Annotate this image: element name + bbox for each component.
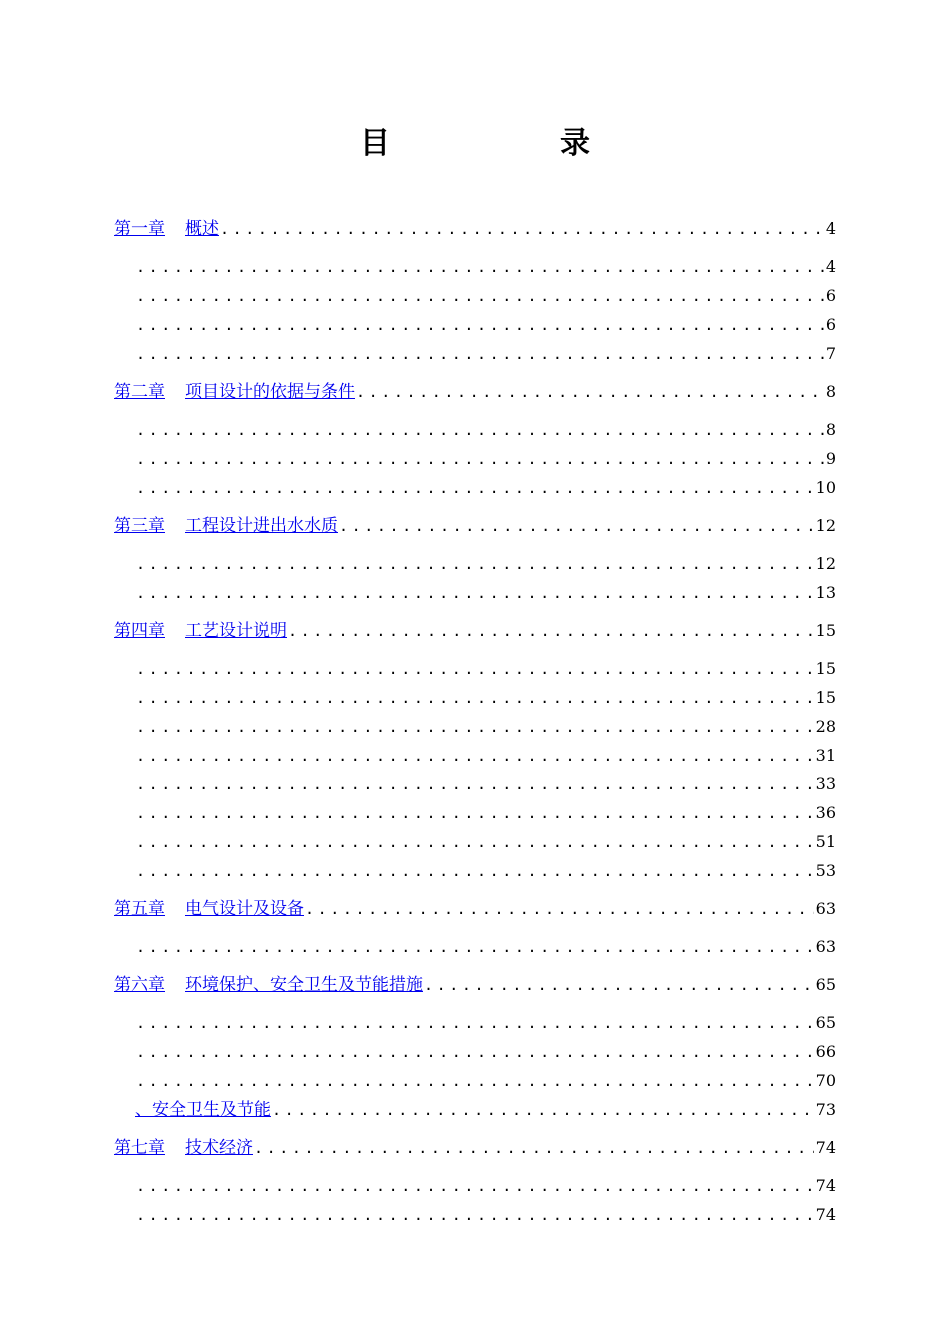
dot-leader (135, 802, 814, 824)
page-number: 8 (825, 420, 836, 439)
toc-section-entry[interactable] (135, 831, 836, 853)
toc-entry-text: 电气设计及设备 (185, 899, 304, 919)
dot-leader (135, 448, 824, 470)
toc-link[interactable] (114, 218, 219, 240)
toc-chapter-entry[interactable] (114, 898, 836, 920)
dot-leader (135, 831, 814, 853)
page-number: 8 (825, 382, 836, 401)
page-number: 4 (825, 257, 836, 276)
toc-chapter-entry[interactable] (114, 1137, 836, 1159)
toc-section-entry[interactable] (135, 256, 836, 278)
page-number: 51 (815, 832, 836, 851)
chapter-number: 第四章 (114, 621, 165, 641)
page-number: 6 (825, 315, 836, 334)
chapter-number: 第二章 (114, 382, 165, 402)
dot-leader (135, 285, 824, 307)
toc-section-entry[interactable] (135, 1041, 836, 1063)
page-number: 65 (815, 1013, 836, 1032)
page-number: 33 (815, 774, 836, 793)
toc-section-entry[interactable] (135, 1070, 836, 1092)
toc-link[interactable] (135, 1099, 271, 1121)
page-number: 7 (825, 344, 836, 363)
toc-chapter-entry[interactable] (114, 974, 836, 996)
dot-leader (135, 860, 814, 882)
page-title: 目 录 (360, 126, 660, 161)
dot-leader (271, 1099, 814, 1121)
toc-link[interactable] (114, 1137, 253, 1159)
page-number: 70 (815, 1071, 836, 1090)
toc-link[interactable] (114, 381, 355, 403)
toc-section-entry[interactable] (135, 1204, 836, 1226)
dot-leader (219, 218, 824, 240)
toc-chapter-entry[interactable] (114, 515, 836, 537)
dot-leader (135, 1012, 814, 1034)
toc-section-entry[interactable] (135, 802, 836, 824)
chapter-number: 第三章 (114, 516, 165, 536)
dot-leader (355, 381, 824, 403)
dot-leader (287, 620, 814, 642)
toc-chapter-entry[interactable] (114, 218, 836, 240)
page-number: 28 (815, 717, 836, 736)
page-number: 6 (825, 286, 836, 305)
chapter-number: 第五章 (114, 899, 165, 919)
toc-link[interactable] (114, 974, 423, 996)
page-number: 65 (815, 975, 836, 994)
toc-section-entry[interactable] (135, 582, 836, 604)
page-number: 63 (815, 899, 836, 918)
chapter-number: 第七章 (114, 1138, 165, 1158)
toc-entry-text: 工艺设计说明 (185, 621, 287, 641)
page-number: 73 (815, 1100, 836, 1119)
page-number: 9 (825, 449, 836, 468)
toc-section-entry[interactable] (135, 314, 836, 336)
dot-leader (135, 256, 824, 278)
dot-leader (135, 936, 814, 958)
dot-leader (135, 773, 814, 795)
page-number: 53 (815, 861, 836, 880)
dot-leader (135, 553, 814, 575)
page-number: 31 (815, 746, 836, 765)
page-number: 66 (815, 1042, 836, 1061)
dot-leader (135, 477, 814, 499)
chapter-number: 第六章 (114, 975, 165, 995)
toc-section-entry[interactable] (135, 477, 836, 499)
dot-leader (135, 687, 814, 709)
dot-leader (135, 1070, 814, 1092)
toc-section-entry[interactable] (135, 448, 836, 470)
toc-section-entry[interactable] (135, 773, 836, 795)
page-number: 12 (815, 554, 836, 573)
page-number: 74 (815, 1138, 836, 1157)
toc-link[interactable] (114, 515, 338, 537)
toc-entry-text: 技术经济 (185, 1138, 253, 1158)
page-number: 13 (815, 583, 836, 602)
toc-link[interactable] (114, 620, 287, 642)
toc-section-entry[interactable] (135, 716, 836, 738)
dot-leader (135, 658, 814, 680)
toc-entry-text: 工程设计进出水水质 (185, 516, 338, 536)
page-number: 12 (815, 516, 836, 535)
toc-section-entry[interactable] (135, 285, 836, 307)
dot-leader (338, 515, 814, 537)
toc-section-entry[interactable] (135, 687, 836, 709)
page-number: 74 (815, 1205, 836, 1224)
dot-leader (135, 419, 824, 441)
toc-entry-text: 项目设计的依据与条件 (185, 382, 355, 402)
dot-leader (253, 1137, 814, 1159)
dot-leader (135, 582, 814, 604)
page-number: 63 (815, 937, 836, 956)
dot-leader (135, 1175, 814, 1197)
page-number: 15 (815, 688, 836, 707)
dot-leader (135, 1041, 814, 1063)
page-number: 36 (815, 803, 836, 822)
dot-leader (135, 745, 814, 767)
dot-leader (304, 898, 814, 920)
page-number: 15 (815, 659, 836, 678)
page-number: 74 (815, 1176, 836, 1195)
toc-section-entry[interactable] (135, 553, 836, 575)
toc-link[interactable] (114, 898, 304, 920)
toc-chapter-entry[interactable] (114, 381, 836, 403)
toc-section-entry[interactable] (135, 658, 836, 680)
page-number: 15 (815, 621, 836, 640)
dot-leader (135, 314, 824, 336)
dot-leader (135, 343, 824, 365)
toc-section-entry[interactable] (135, 343, 836, 365)
toc-section-entry[interactable] (135, 1175, 836, 1197)
toc-section-entry[interactable] (135, 1099, 836, 1121)
toc-section-entry[interactable] (135, 936, 836, 958)
toc-section-entry[interactable] (135, 1012, 836, 1034)
toc-section-entry[interactable] (135, 419, 836, 441)
toc-chapter-entry[interactable] (114, 620, 836, 642)
page-number: 4 (825, 219, 836, 238)
toc-section-entry[interactable] (135, 745, 836, 767)
dot-leader (135, 1204, 814, 1226)
toc-entry-text: 概述 (185, 219, 219, 239)
toc-entry-text: 环境保护、安全卫生及节能措施 (185, 975, 423, 995)
toc-entry-text: 、安全卫生及节能 (135, 1100, 271, 1120)
page-number: 10 (815, 478, 836, 497)
dot-leader (423, 974, 814, 996)
chapter-number: 第一章 (114, 219, 165, 239)
dot-leader (135, 716, 814, 738)
toc-section-entry[interactable] (135, 860, 836, 882)
